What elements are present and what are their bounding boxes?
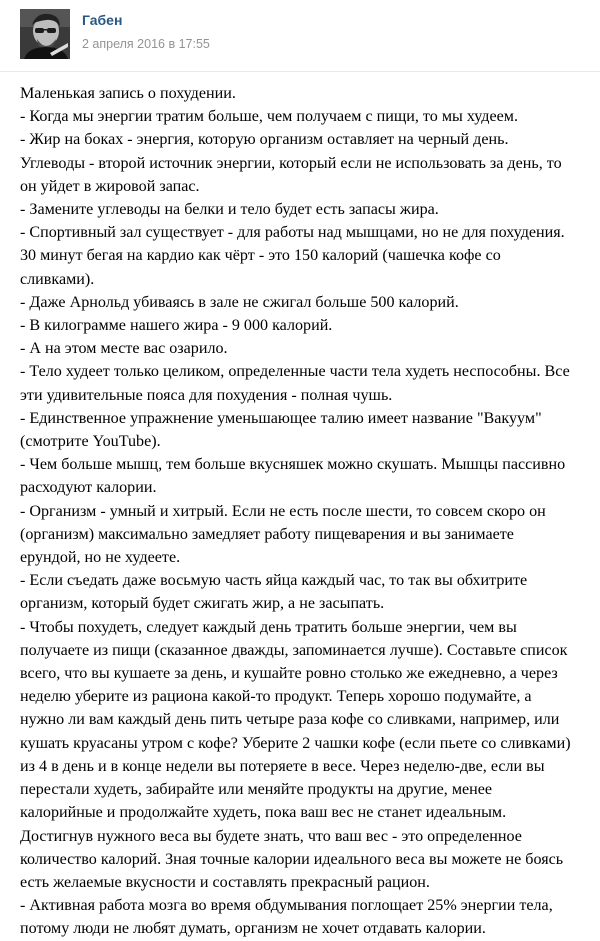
post-text-line: есть желаемые вкусности и составлять прекрасный рацион. [20, 873, 430, 891]
post-text-line: - Спортивный зал существует - для работы над мышцами, но не для похудения. [20, 224, 565, 242]
post-text-line: количество калорий. Зная точные калории идеального веса вы можете не боясь [20, 850, 564, 868]
post-text-line: - Единственное упражнение уменьшающее талию имеет название "Вакуум" [20, 409, 542, 427]
post-text [20, 82, 588, 941]
post-text-line: Достигнув нужного веса вы будете знать, что ваш вес - это определенное [20, 827, 522, 845]
post-text-line: - Тело худеет только целиком, определенные части тела худеть неспособны. Все [20, 363, 570, 381]
post-text-line: - Чтобы похудеть, следует каждый день тратить больше энергии, чем вы [20, 618, 517, 636]
post-text-line: нужно ли вам каждый день пить четыре раза кофе со сливками, например, или [20, 711, 560, 729]
post-text-line: он уйдет в жировой запас. [20, 177, 200, 195]
post-text-line: неделю уберите из рациона какой-то продукт. Теперь хорошо подумайте, а [20, 688, 532, 706]
post-text-line: получаете из пищи (сказанное дважды, запоминается лучше). Составьте список [20, 641, 568, 659]
post-text-line: кушать круасаны утром с кофе? Уберите 2 чашки кофе (если пьете со сливками) [20, 734, 571, 752]
post-header [0, 0, 600, 72]
post-date[interactable]: 2 апреля 2016 в 17:55 [82, 37, 210, 51]
post-text-line: организм, который будет сжигать жир, а не засыпать. [20, 595, 385, 613]
post-text-line: (смотрите YouTube). [20, 433, 161, 451]
post-text-line: - Даже Арнольд убиваясь в зале не сжигал больше 500 калорий. [20, 293, 459, 311]
post-text-line: - Активная работа мозга во время обдумывания поглощает 25% энергии тела, [20, 897, 553, 915]
post-text-line: - Если съедать даже восьмую часть яйца каждый час, то так вы обхитрите [20, 572, 528, 590]
post-text-line: - Чем больше мышц, тем больше вкусняшек можно скушать. Мышцы пассивно [20, 456, 566, 474]
post-text-line: сливками). [20, 270, 95, 288]
post-text-line: - А на этом месте вас озарило. [20, 340, 228, 358]
post-text-line: ерундой, но не худеете. [20, 549, 181, 567]
post-text-line: - Организм - умный и хитрый. Если не есть после шести, то совсем скоро он [20, 502, 546, 520]
post-text-line: расходуют калории. [20, 479, 157, 497]
post-text-line: эти удивительные пояса для похудения - полная чушь. [20, 386, 393, 404]
post-text-line: Маленькая запись о похудении. [20, 85, 236, 102]
post-text-line: - В килограмме нашего жира - 9 000 калорий. [20, 317, 333, 335]
post-text-line: потому люди не любят думать, организм не хочет отдавать калории. [20, 920, 486, 938]
post-text-line: калорийные и продолжайте худеть, пока ваш вес не станет идеальным. [20, 804, 507, 822]
post-text-line: - Жир на боках - энергия, которую организм оставляет на черный день. [20, 131, 509, 149]
post-text-line: из 4 в день и в конце недели вы потеряете в весе. Через неделю-две, если вы [20, 757, 545, 775]
post-text-line: всего, что вы кушаете за день, и кушайте ровно столько же ежедневно, а через [20, 665, 558, 683]
avatar-portrait-image [20, 9, 70, 59]
post-text-line: - Когда мы энергии тратим больше, чем получаем с пищи, то мы худеем. [20, 108, 518, 126]
author-name[interactable]: Габен [82, 12, 123, 28]
post-text-line: перестали худеть, забирайте или меняйте продукты на другие, менее [20, 781, 493, 799]
avatar[interactable] [20, 9, 70, 59]
post-text-line: (организм) максимально замедляет работу пищеварения и вы занимаете [20, 525, 514, 543]
post-text-line: 30 минут бегая на кардио как чёрт - это 150 калорий (чашечка кофе со [20, 247, 501, 265]
post-text-line: - Замените углеводы на белки и тело будет есть запасы жира. [20, 201, 439, 219]
post-text-line: Углеводы - второй источник энергии, который если не использовать за день, то [20, 154, 562, 172]
